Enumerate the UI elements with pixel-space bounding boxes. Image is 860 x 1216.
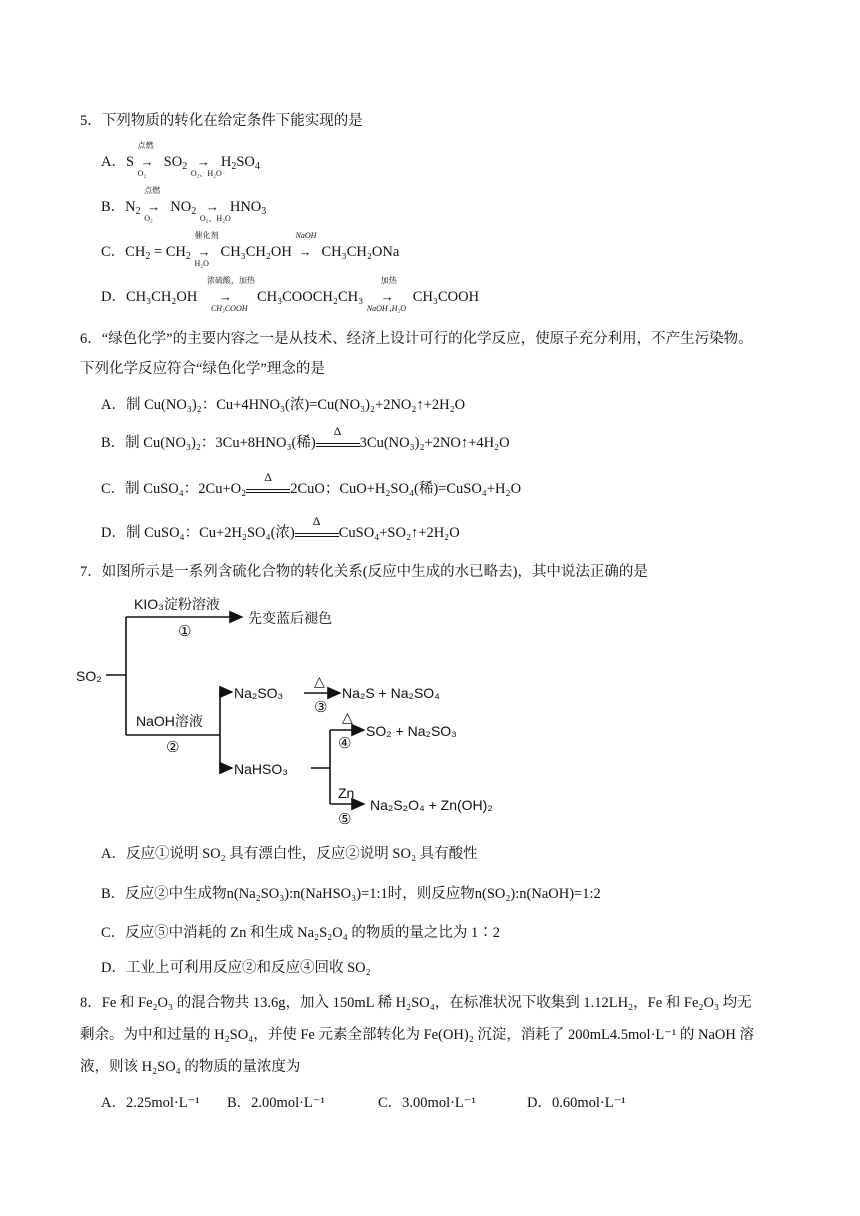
q7-option-d[interactable]: D．工业上可利用反应②和反应④回收 SO₂ [101, 960, 371, 976]
r2-reagent: NaOH溶液 [136, 713, 203, 729]
diagram-start-so2: SO₂ [76, 668, 102, 684]
q5-option-a[interactable]: A．S 点燃 → O₂ $SO_2$ → O₂、H₂O $H_2SO_4$ [101, 141, 260, 178]
q6-option-b[interactable]: B．制 Cu(NO₃)₂：3Cu+8HNO₃(稀) Δ 3Cu(NO₃)₂+2NO↑+4H₂O [101, 424, 510, 451]
q8-stem-line3: 液，则该 H₂SO₄ 的物质的量浓度为 [80, 1059, 301, 1075]
nahso3-label: NaHSO₃ [234, 761, 288, 777]
r3-number: ③ [314, 699, 328, 716]
q5-option-b[interactable]: B．$N_2$ 点燃 → O₂ $NO_2$ → O₂、H₂O $HNO_3$ [101, 186, 267, 223]
q6-stem-line1: 6．“绿色化学”的主要内容之一是从技术、经济上设计可行的化学反应，使原子充分利用，不产生污染物。 [80, 331, 753, 347]
r4-condition: △ [342, 709, 353, 725]
heat-equals-sign: Δ [246, 480, 290, 498]
r1-number: ① [178, 623, 192, 640]
reaction-arrow: 点燃 → O₂ [137, 141, 154, 178]
q7-stem: 7．如图所示是一系列含硫化合物的转化关系(反应中生成的水已略去)，其中说法正确的是 [80, 564, 648, 580]
q6-option-d[interactable]: D．制 CuSO₄：Cu+2H₂SO₄(浓) Δ CuSO₄+SO₂↑+2H₂O [101, 514, 460, 541]
q5-stem: 5．下列物质的转化在给定条件下能实现的是 [80, 113, 363, 129]
q8-stem-line1: 8．Fe 和 Fe₂O₃ 的混合物共 13.6g，加入 150mL 稀 H₂SO₄，在标准状况下收集到 1.12LH₂，Fe 和 Fe₂O₃ 均无 [80, 995, 752, 1011]
q8-option-d[interactable]: D．0.60mol·L⁻¹ [527, 1095, 626, 1111]
r2-number: ② [166, 739, 180, 756]
r4-number: ④ [338, 735, 352, 752]
q8-option-b[interactable]: B．2.00mol·L⁻¹ [227, 1095, 325, 1111]
reaction-arrow: 点燃 → O₂ [144, 186, 161, 223]
reaction-arrow: → O₂、H₂O [199, 199, 231, 223]
reaction-arrow: 浓硫酸，加热 → CH₃COOH [206, 276, 255, 313]
r5-condition: Zn [338, 785, 355, 801]
heat-equals-sign: Δ [295, 524, 339, 542]
q6-option-c[interactable]: C．制 CuSO₄：2Cu+O₂ Δ 2CuO；CuO+H₂SO₄(稀)=CuSO₄+H₂O [101, 470, 522, 497]
r5-product: Na₂S₂O₄ + Zn(OH)₂ [370, 797, 493, 813]
q8-option-c[interactable]: C．3.00mol·L⁻¹ [378, 1095, 476, 1111]
q6-option-a[interactable]: A．制 Cu(NO₃)₂：Cu+4HNO₃(浓)=Cu(NO₃)₂+2NO₂↑+2H₂O [101, 397, 466, 413]
heat-equals-sign: Δ [316, 434, 360, 452]
reaction-diagram [74, 588, 554, 833]
r3-condition: △ [314, 673, 325, 689]
r5-number: ⑤ [338, 811, 352, 828]
q7-option-c[interactable]: C．反应⑤中消耗的 Zn 和生成 Na₂S₂O₄ 的物质的量之比为 1∶2 [101, 925, 501, 941]
r1-product: 先变蓝后褪色 [248, 610, 332, 626]
q8-option-a[interactable]: A．2.25mol·L⁻¹ [101, 1095, 200, 1111]
reaction-arrow: 催化剂 → H₂O [194, 231, 219, 268]
reaction-arrow: → O₂、H₂O [190, 154, 222, 178]
r1-reagent: KIO₃淀粉溶液 [134, 596, 220, 612]
q7-option-a[interactable]: A．反应①说明 SO₂ 具有漂白性，反应②说明 SO₂ 具有酸性 [101, 846, 478, 862]
reaction-arrow: NaOH → [295, 231, 317, 259]
na2so3-label: Na₂SO₃ [234, 685, 284, 701]
q5-option-c[interactable]: C．$CH_2 = CH_2$ 催化剂 → H₂O CH₃CH₂OH NaOH → CH₃CH₂ONa [101, 231, 400, 268]
r3-product: Na₂S + Na₂SO₄ [342, 685, 440, 701]
reaction-arrow: 加热 → NaOH ,H₂O [366, 276, 407, 313]
q7-option-b[interactable]: B．反应②中生成物n(Na₂SO₃):n(NaHSO₃)=1:1时，则反应物n(SO₂):n(NaOH)=1:2 [101, 886, 601, 902]
q8-stem-line2: 剩余。为中和过量的 H₂SO₄，并使 Fe 元素全部转化为 Fe(OH)₂ 沉淀，消耗了 200mL4.5mol·L⁻¹ 的 NaOH 溶 [80, 1027, 754, 1043]
r4-product: SO₂ + Na₂SO₃ [366, 723, 457, 739]
q6-stem-line2: 下列化学反应符合“绿色化学”理念的是 [80, 361, 325, 377]
q5-option-d[interactable]: D．CH₃CH₂OH 浓硫酸，加热 → CH₃COOH CH₃COOCH₂CH₃ 加热 → NaOH ,H₂O CH₃COOH [101, 276, 480, 313]
